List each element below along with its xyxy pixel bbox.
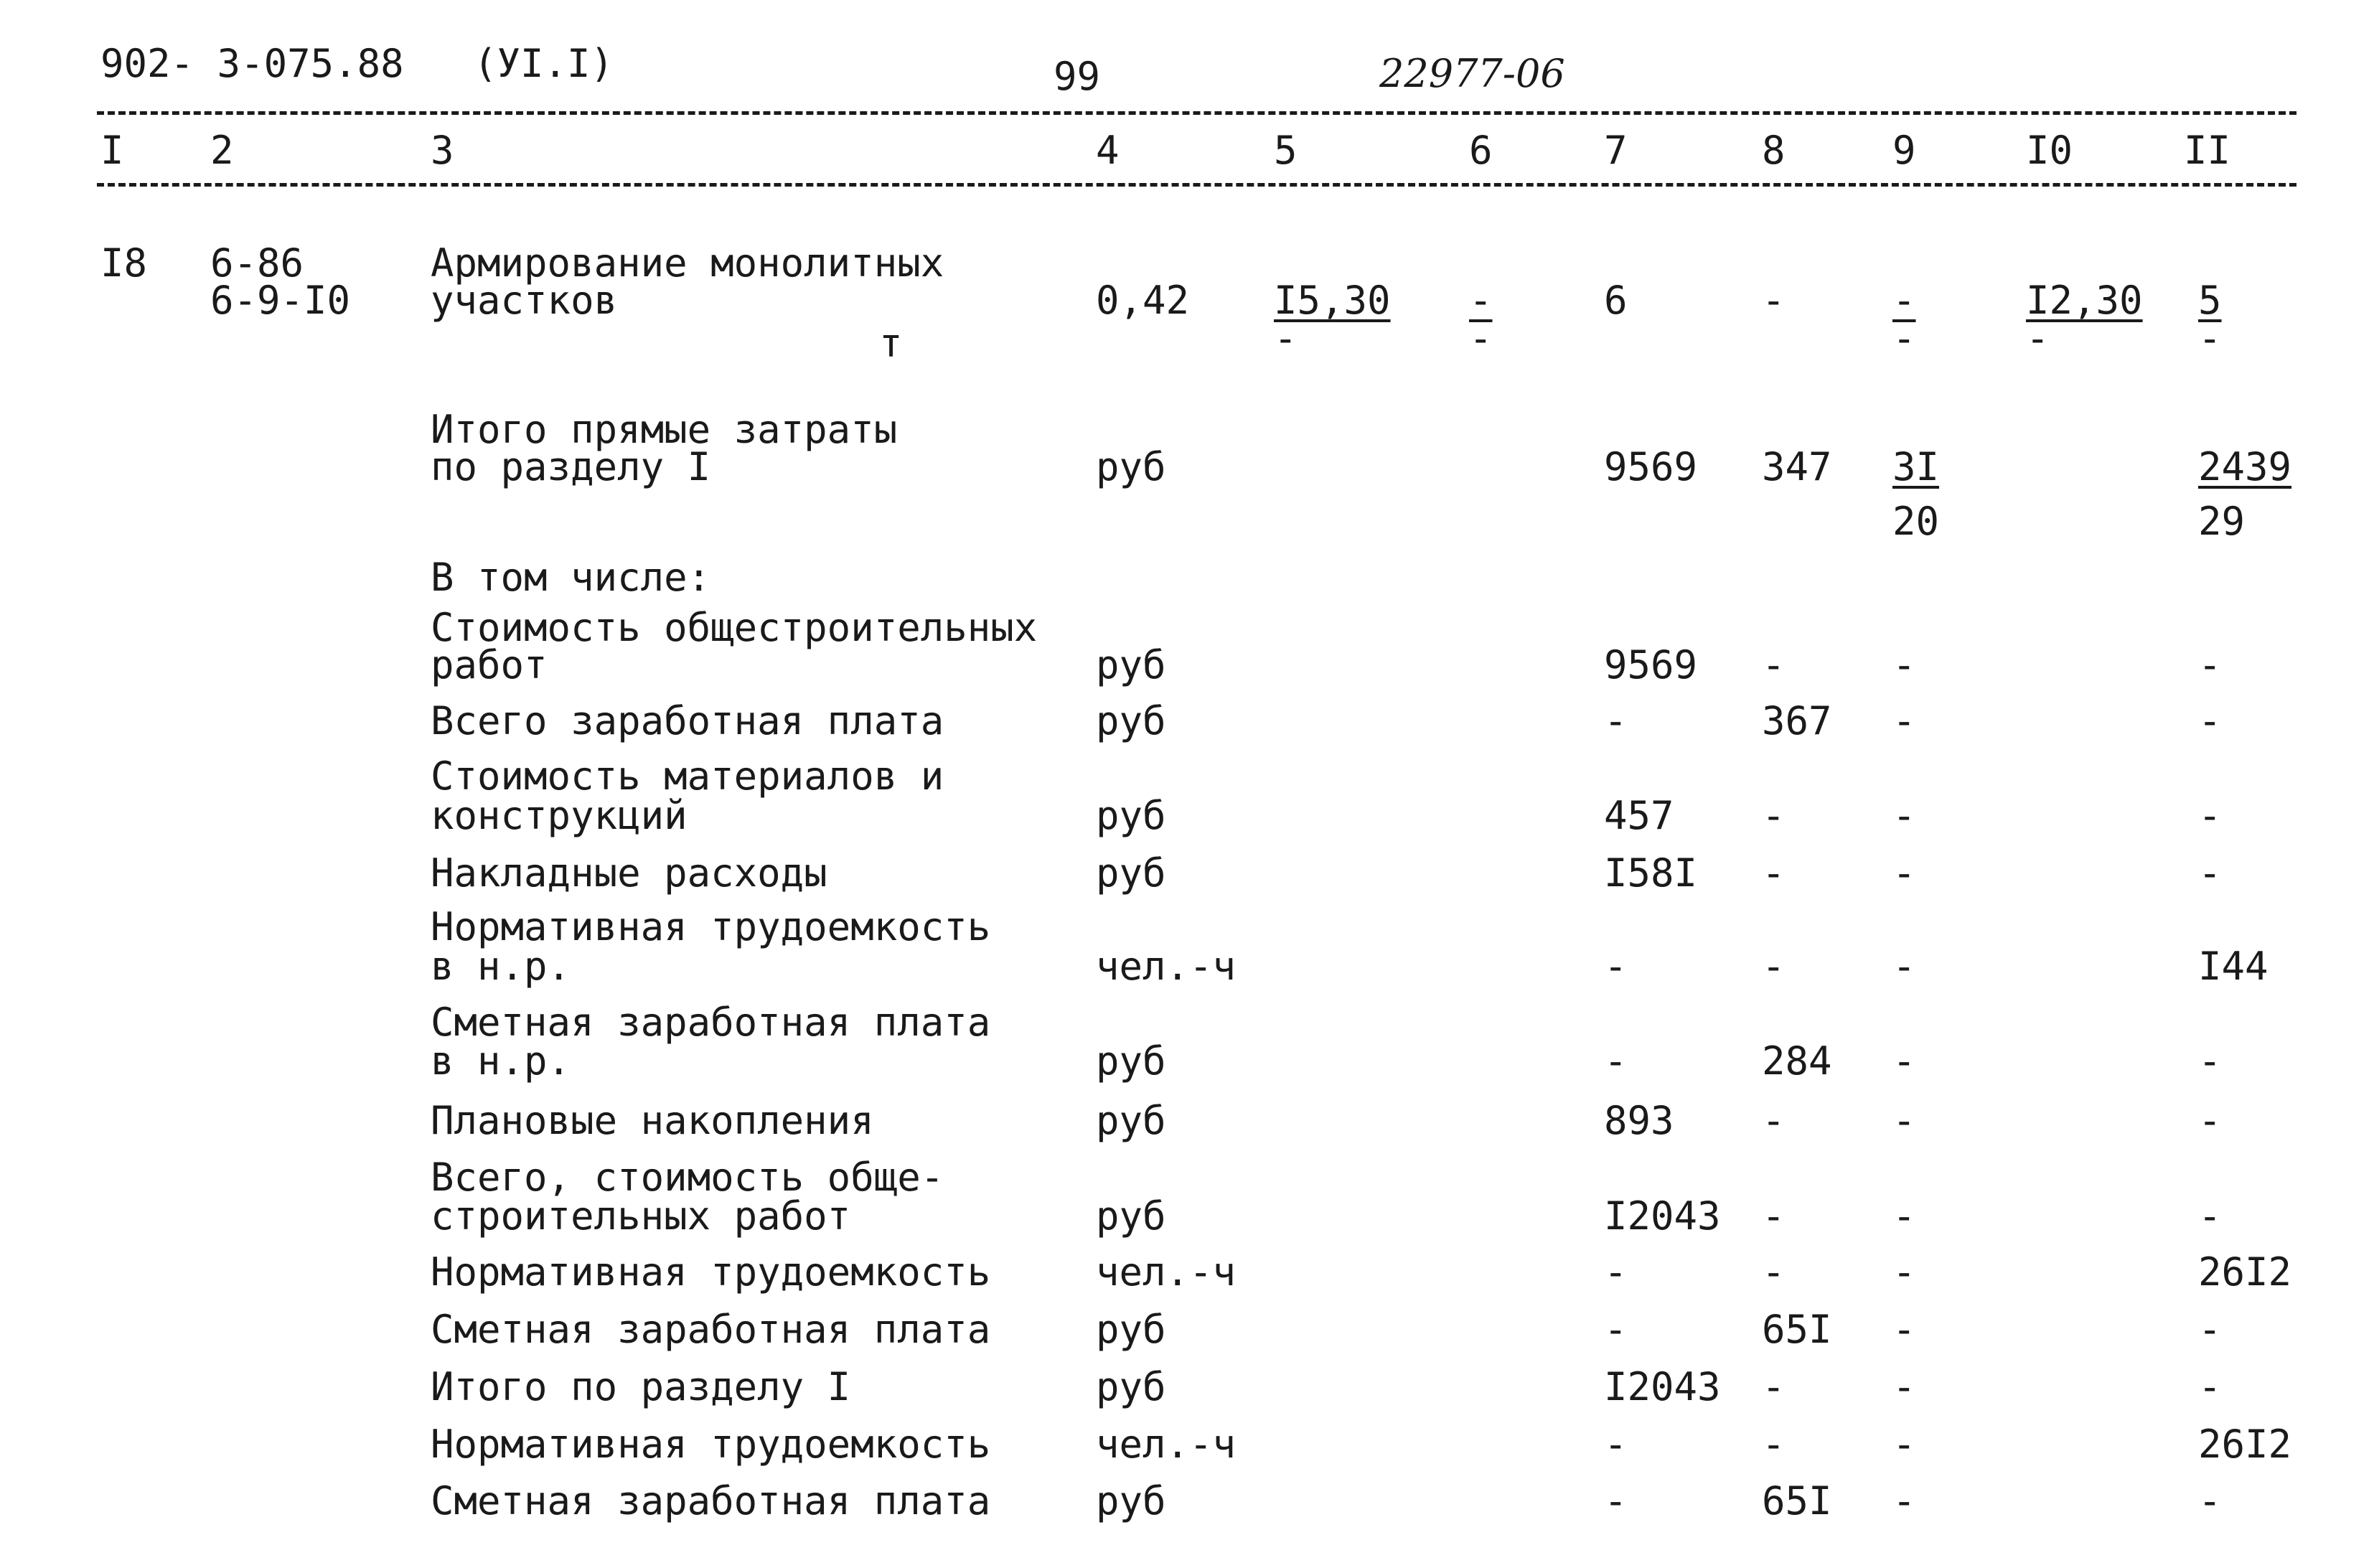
item-unit-mark: т (879, 321, 903, 366)
row-c8: - (1762, 1098, 1786, 1143)
row-c7: - (1604, 1307, 1628, 1352)
row-c7: - (1604, 944, 1628, 989)
col-2-header: 2 (210, 128, 234, 173)
total-col9-bottom: 20 (1892, 499, 1940, 544)
row-c11: - (2198, 1098, 2222, 1143)
total-col9-top: 3I (1892, 444, 1940, 489)
row-c8: 284 (1762, 1038, 1832, 1084)
row-label-line-1: Нормативная трудоемкость (431, 1422, 991, 1467)
row-c11: - (2198, 1193, 2222, 1239)
row-unit: руб (1096, 793, 1166, 838)
row-unit: руб (1096, 1038, 1166, 1084)
row-label-line-1: Нормативная трудоемкость (431, 904, 991, 949)
total-col11-bottom: 29 (2198, 499, 2246, 544)
row-c11: I44 (2198, 944, 2269, 989)
col-10-header: I0 (2026, 128, 2073, 173)
row-c7: 9569 (1604, 642, 1698, 687)
row-label-line-2: в н.р. (431, 1038, 571, 1084)
col-11-header: II (2184, 128, 2231, 173)
total-unit: руб (1096, 444, 1166, 489)
row-label-line-1: Накладные расходы (431, 850, 827, 896)
item-col11-bottom: - (2198, 316, 2222, 361)
row-c7: I2043 (1604, 1193, 1721, 1239)
row-label-line-2: конструкций (431, 793, 688, 838)
row-c7: 457 (1604, 793, 1674, 838)
item-col7: 6 (1604, 278, 1628, 323)
row-c7: - (1604, 698, 1628, 743)
row-c11: - (2198, 793, 2222, 838)
row-c8: - (1762, 850, 1786, 896)
row-c9: - (1892, 642, 1916, 687)
row-unit: чел.-ч (1096, 944, 1237, 989)
row-c7: - (1604, 1038, 1628, 1084)
row-c11: - (2198, 642, 2222, 687)
row-c8: - (1762, 1249, 1786, 1295)
row-unit: руб (1096, 698, 1166, 743)
row-c9: - (1892, 1364, 1916, 1409)
row-c11: - (2198, 1478, 2222, 1524)
item-col10-bottom: - (2026, 316, 2050, 361)
row-label-line-1: Сметная заработная плата (431, 1307, 991, 1352)
row-c9: - (1892, 944, 1916, 989)
row-c11: 26I2 (2198, 1249, 2292, 1295)
col-7-header: 7 (1604, 128, 1628, 173)
row-c9: - (1892, 1038, 1916, 1084)
row-unit: руб (1096, 1307, 1166, 1352)
sheet-id: 22977-06 (1379, 51, 1565, 96)
row-c9: - (1892, 1249, 1916, 1295)
total-label-line-1: Итого прямые затраты (431, 407, 898, 452)
row-label-line-2: строительных работ (431, 1193, 851, 1239)
header-divider-bottom (97, 183, 2296, 187)
including-heading: В том числе: (431, 555, 711, 600)
volume-label: (УI.I) (474, 41, 614, 86)
header-divider-top (97, 111, 2296, 115)
item-number: I8 (100, 240, 148, 286)
row-label-line-1: Всего, стоимость обще- (431, 1155, 944, 1200)
row-c8: - (1762, 1193, 1786, 1239)
item-quantity: 0,42 (1096, 278, 1190, 323)
row-label-line-1: Всего заработная плата (431, 698, 944, 743)
total-col11-top: 2439 (2198, 444, 2292, 489)
row-c7: - (1604, 1249, 1628, 1295)
col-1-header: I (100, 128, 124, 173)
total-col7: 9569 (1604, 444, 1698, 489)
row-c7: I58I (1604, 850, 1698, 896)
row-unit: чел.-ч (1096, 1422, 1237, 1467)
row-unit: руб (1096, 1478, 1166, 1524)
row-label-line-1: Итого по разделу I (431, 1364, 851, 1409)
row-c7: 893 (1604, 1098, 1674, 1143)
row-unit: руб (1096, 1193, 1166, 1239)
row-c11: - (2198, 698, 2222, 743)
row-c9: - (1892, 1193, 1916, 1239)
row-c11: - (2198, 1364, 2222, 1409)
col-8-header: 8 (1762, 128, 1786, 173)
item-col5-top: I5,30 (1274, 278, 1391, 323)
row-c8: 65I (1762, 1307, 1832, 1352)
row-c8: - (1762, 1364, 1786, 1409)
row-unit: руб (1096, 1098, 1166, 1143)
row-label-line-1: Стоимость общестроительных (431, 605, 1038, 650)
row-c8: - (1762, 944, 1786, 989)
row-c8: - (1762, 1422, 1786, 1467)
col-6-header: 6 (1469, 128, 1493, 173)
item-code-1: 6-86 (210, 240, 304, 286)
item-col8: - (1762, 278, 1786, 323)
row-c9: - (1892, 850, 1916, 896)
page-number: 99 (1054, 54, 1101, 99)
row-label-line-2: работ (431, 642, 548, 687)
row-c9: - (1892, 793, 1916, 838)
row-unit: руб (1096, 642, 1166, 687)
col-4-header: 4 (1096, 128, 1120, 173)
doc-code: 902- 3-075.88 (100, 41, 404, 86)
row-c9: - (1892, 1098, 1916, 1143)
row-c8: 65I (1762, 1478, 1832, 1524)
row-label-line-1: Сметная заработная плата (431, 1000, 991, 1045)
row-c9: - (1892, 698, 1916, 743)
row-c8: - (1762, 642, 1786, 687)
item-col10-top: I2,30 (2026, 278, 2143, 323)
item-col6-bottom: - (1469, 316, 1493, 361)
item-description-line-2: участков (431, 278, 618, 323)
row-c11: - (2198, 850, 2222, 896)
total-label-line-2: по разделу I (431, 444, 711, 489)
row-c11: - (2198, 1038, 2222, 1084)
row-label-line-1: Нормативная трудоемкость (431, 1249, 991, 1295)
item-col5-bottom: - (1274, 316, 1298, 361)
row-unit: руб (1096, 1364, 1166, 1409)
total-col8: 347 (1762, 444, 1832, 489)
item-col9-bottom: - (1892, 316, 1916, 361)
item-col6-top: - (1469, 278, 1493, 323)
row-c9: - (1892, 1422, 1916, 1467)
row-label-line-1: Сметная заработная плата (431, 1478, 991, 1524)
item-code-2: 6-9-I0 (210, 278, 351, 323)
item-col9-top: - (1892, 278, 1916, 323)
item-col11-top: 5 (2198, 278, 2222, 323)
row-label-line-2: в н.р. (431, 944, 571, 989)
col-5-header: 5 (1274, 128, 1298, 173)
row-unit: чел.-ч (1096, 1249, 1237, 1295)
row-unit: руб (1096, 850, 1166, 896)
row-c7: - (1604, 1478, 1628, 1524)
row-c8: - (1762, 793, 1786, 838)
row-c11: - (2198, 1307, 2222, 1352)
row-c9: - (1892, 1478, 1916, 1524)
item-description-line-1: Армирование монолитных (431, 240, 944, 286)
row-label-line-1: Стоимость материалов и (431, 754, 944, 799)
col-3-header: 3 (431, 128, 454, 173)
row-c7: I2043 (1604, 1364, 1721, 1409)
row-c8: 367 (1762, 698, 1832, 743)
row-c7: - (1604, 1422, 1628, 1467)
row-label-line-1: Плановые накопления (431, 1098, 874, 1143)
row-c9: - (1892, 1307, 1916, 1352)
col-9-header: 9 (1892, 128, 1916, 173)
row-c11: 26I2 (2198, 1422, 2292, 1467)
